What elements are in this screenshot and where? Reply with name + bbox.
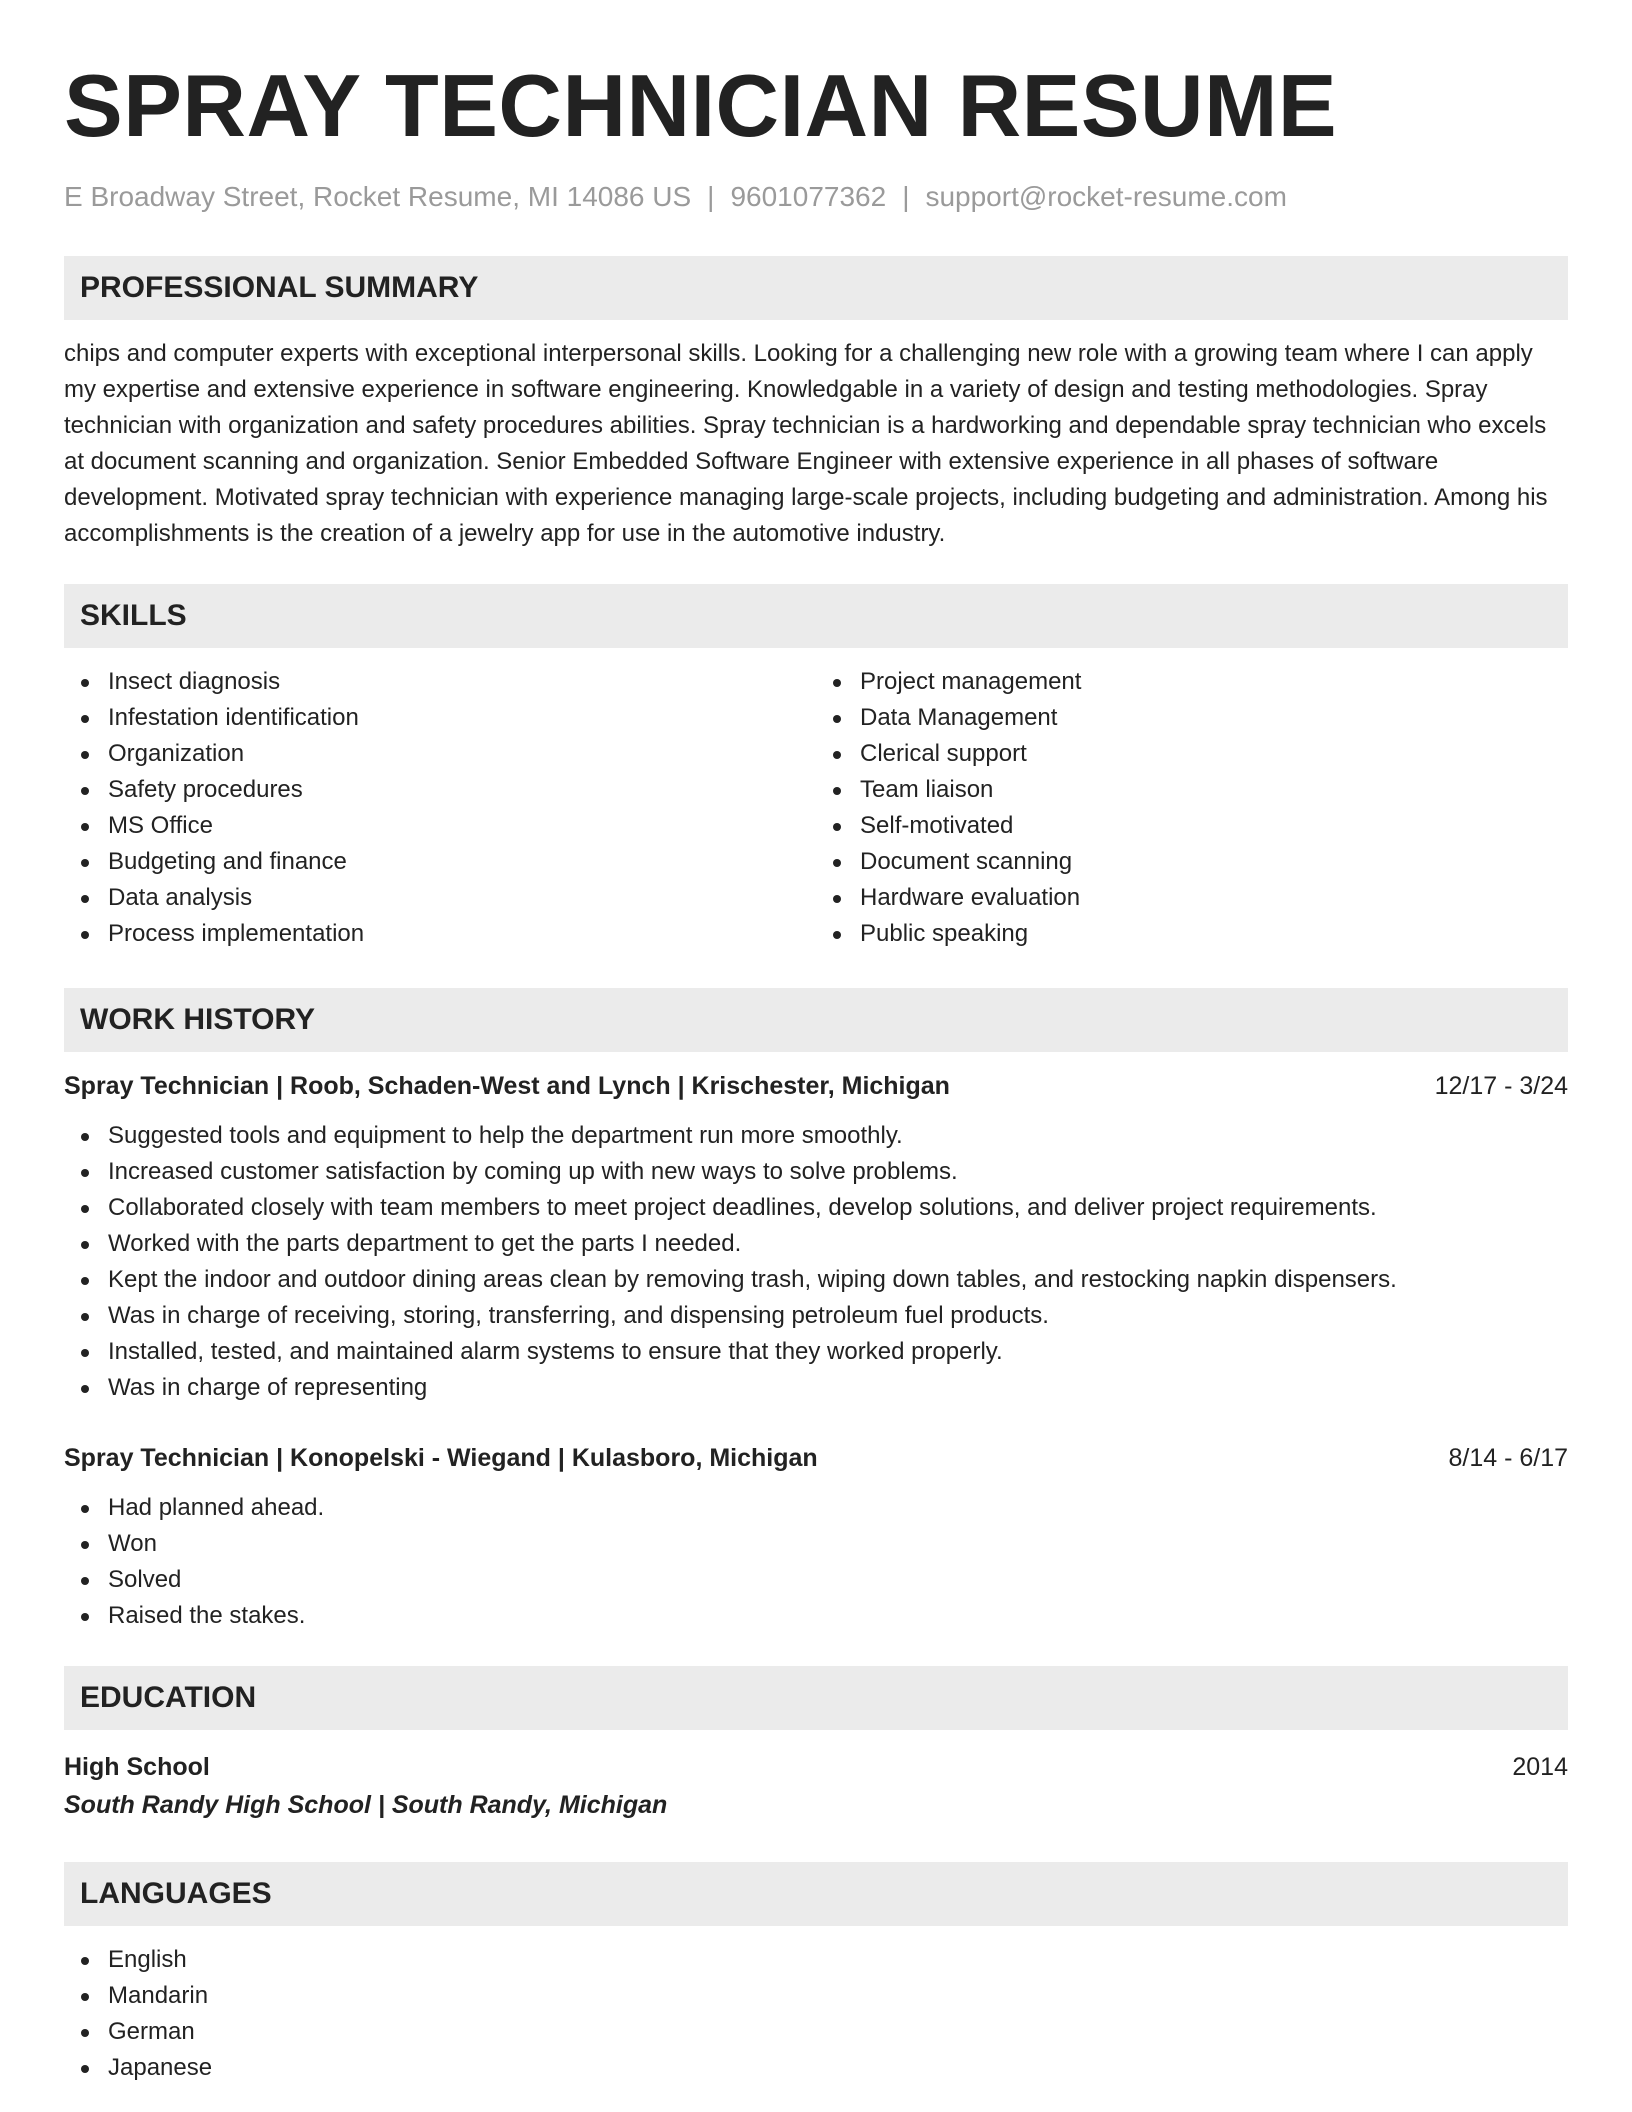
job-dates: 8/14 - 6/17 xyxy=(1448,1443,1568,1472)
job-entry xyxy=(64,1068,1568,1406)
skill-item: Budgeting and finance xyxy=(64,844,816,880)
skill-item: Team liaison xyxy=(816,772,1568,808)
language-item: German xyxy=(64,2014,1568,2050)
job-duty: Won xyxy=(64,1526,1568,1562)
resume-title: SPRAY TECHNICIAN RESUME xyxy=(64,56,1338,155)
job-duty: Worked with the parts department to get the parts I needed. xyxy=(64,1226,1568,1262)
section-header-education: EDUCATION xyxy=(64,1666,1568,1730)
job-duty: Kept the indoor and outdoor dining areas clean by removing trash, wiping down tables, and restocking napkin dispensers. xyxy=(64,1262,1568,1298)
education-year: 2014 xyxy=(1512,1752,1568,1781)
skill-item: Hardware evaluation xyxy=(816,880,1568,916)
job-duties xyxy=(64,1118,1568,1406)
section-header-languages: LANGUAGES xyxy=(64,1862,1568,1926)
job-duty: Collaborated closely with team members to meet project deadlines, develop solutions, and deliver project requirements. xyxy=(64,1190,1568,1226)
skill-item: Document scanning xyxy=(816,844,1568,880)
skill-item: Infestation identification xyxy=(64,700,816,736)
summary-text: chips and computer experts with exceptional interpersonal skills. Looking for a challenging new role with a growing team where I can apply my expertise and extensive experience in software engineering. Knowledgable in a variety of design and testing methodologies. Spray technician with organization and safety procedures abilities. Spray technician is a hardworking and dependable spray technician who excels at document scanning and organization. Senior Embedded Software Engineer with extensive experience in all phases of software development. Motivated spray technician with experience managing large-scale projects, including budgeting and administration. Among his accomplishments is the creation of a jewelry app for use in the automotive industry. xyxy=(64,339,1548,547)
language-item: English xyxy=(64,1942,1568,1978)
skills-column-left xyxy=(64,664,816,952)
section-header-summary: PROFESSIONAL SUMMARY xyxy=(64,256,1568,320)
skill-item: Data analysis xyxy=(64,880,816,916)
education-entry xyxy=(64,1748,1568,1824)
job-title: Spray Technician | Roob, Schaden-West and Lynch | Krischester, Michigan xyxy=(64,1071,950,1100)
skill-item: MS Office xyxy=(64,808,816,844)
job-header xyxy=(64,1068,1568,1104)
skill-item: Insect diagnosis xyxy=(64,664,816,700)
education-school: South Randy High School | South Randy, Michigan xyxy=(64,1790,668,1819)
job-duty: Was in charge of receiving, storing, transferring, and dispensing petroleum fuel products. xyxy=(64,1298,1568,1334)
job-duties xyxy=(64,1490,1568,1634)
job-duty: Solved xyxy=(64,1562,1568,1598)
education-header xyxy=(64,1748,1568,1786)
skill-item: Clerical support xyxy=(816,736,1568,772)
skill-item: Public speaking xyxy=(816,916,1568,952)
skills-column-right xyxy=(816,664,1568,952)
section-header-work: WORK HISTORY xyxy=(64,988,1568,1052)
skill-item: Self-motivated xyxy=(816,808,1568,844)
job-duty: Had planned ahead. xyxy=(64,1490,1568,1526)
skill-item: Safety procedures xyxy=(64,772,816,808)
contact-email: support@rocket-resume.com xyxy=(925,181,1287,212)
skill-item: Process implementation xyxy=(64,916,816,952)
skills-list xyxy=(64,664,1568,952)
languages-list xyxy=(64,1942,1568,2086)
job-entry xyxy=(64,1440,1568,1634)
job-header xyxy=(64,1440,1568,1476)
skill-item: Organization xyxy=(64,736,816,772)
contact-separator: | xyxy=(707,181,715,212)
job-title: Spray Technician | Konopelski - Wiegand | Kulasboro, Michigan xyxy=(64,1443,818,1472)
language-item: Japanese xyxy=(64,2050,1568,2086)
contact-address: E Broadway Street, Rocket Resume, MI 14086 US xyxy=(64,181,692,212)
skill-item: Project management xyxy=(816,664,1568,700)
job-duty: Increased customer satisfaction by coming up with new ways to solve problems. xyxy=(64,1154,1568,1190)
contact-phone: 9601077362 xyxy=(730,181,887,212)
skill-item: Data Management xyxy=(816,700,1568,736)
contact-separator: | xyxy=(902,181,910,212)
section-header-skills: SKILLS xyxy=(64,584,1568,648)
job-duty: Raised the stakes. xyxy=(64,1598,1568,1634)
job-duty: Suggested tools and equipment to help the department run more smoothly. xyxy=(64,1118,1568,1154)
job-duty: Installed, tested, and maintained alarm systems to ensure that they worked properly. xyxy=(64,1334,1568,1370)
contact-line xyxy=(64,180,1568,214)
job-duty: Was in charge of representing xyxy=(64,1370,1568,1406)
education-degree: High School xyxy=(64,1752,210,1781)
language-item: Mandarin xyxy=(64,1978,1568,2014)
job-dates: 12/17 - 3/24 xyxy=(1434,1071,1568,1100)
